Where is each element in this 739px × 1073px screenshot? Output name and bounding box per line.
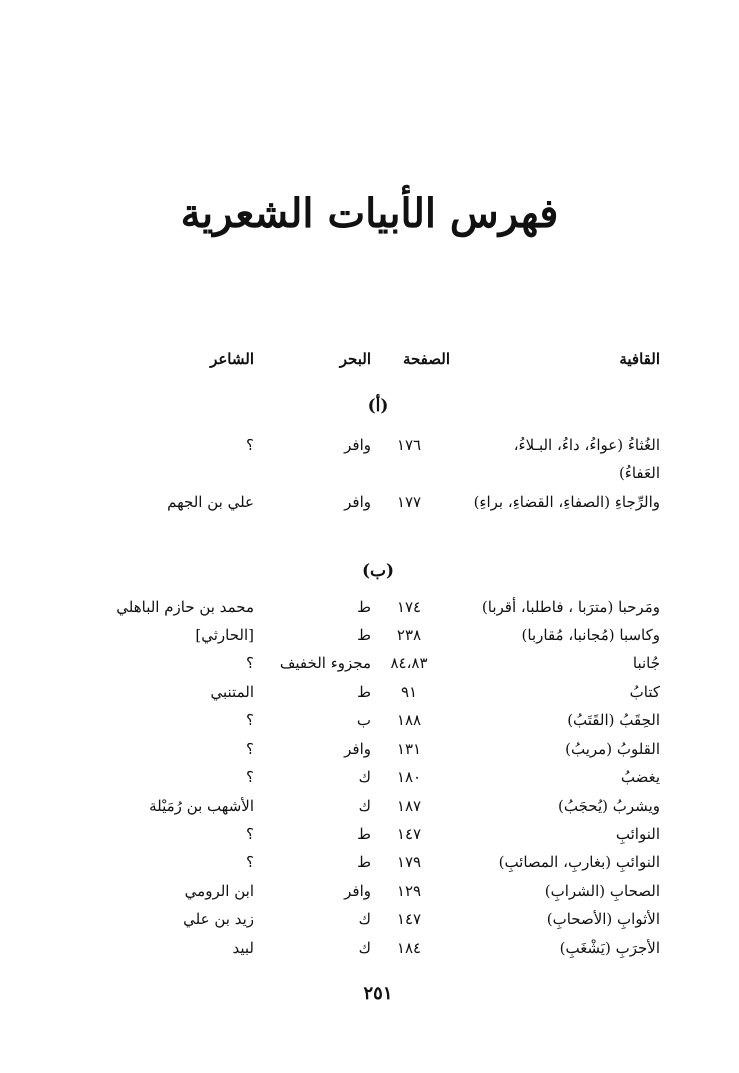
page-number: ٢٥١: [363, 983, 393, 1004]
header-qafiya: القافية: [619, 350, 660, 368]
table-row: [0, 626, 739, 654]
table-row: [0, 598, 739, 626]
poet-cell: المتنبي: [210, 683, 254, 701]
table-row: [0, 797, 739, 825]
qafiya-cell: جُانبا: [632, 654, 660, 672]
qafiya-cell: العَفاءُ): [618, 464, 660, 482]
table-row: [0, 853, 739, 881]
bahr-cell: ك: [358, 797, 371, 815]
bahr-cell: ك: [358, 939, 371, 957]
bahr-cell: ك: [358, 910, 371, 928]
bahr-cell: ط: [357, 626, 371, 644]
page-cell: ١٣١: [396, 740, 422, 758]
qafiya-cell: القلوبُ (مريبُ): [565, 740, 660, 758]
table-row: [0, 436, 739, 464]
table-row: [0, 464, 739, 492]
page-cell: ١٢٩: [396, 882, 422, 900]
table-row: [0, 711, 739, 739]
qafiya-cell: النوائبِ (بغاربِ، المصائبِ): [498, 853, 660, 871]
table-row: [0, 740, 739, 768]
qafiya-cell: الحِقَبُ (القَتَبُ): [567, 711, 660, 729]
section-heading-alif: (أ): [367, 396, 389, 416]
qafiya-cell: وكاسبا (مُجانبا، مُقاربا): [521, 626, 660, 644]
qafiya-cell: الغُثاءُ (عواءُ، داءُ، البـلاءُ،: [513, 436, 660, 454]
section-heading-ba: (ب): [361, 561, 395, 581]
page-cell: ١٧٧: [396, 493, 422, 511]
qafiya-cell: ويشربُ (يُحجَبُ): [558, 797, 660, 815]
page-cell: ١٤٧: [396, 910, 422, 928]
poet-cell: [الحارثي]: [195, 626, 254, 644]
qafiya-cell: يغضبُ: [620, 768, 660, 786]
poet-cell: الأشهب بن رُمَيْلة: [149, 797, 254, 815]
bahr-cell: ط: [357, 853, 371, 871]
bahr-cell: ط: [357, 683, 371, 701]
table-row: [0, 493, 739, 521]
header-poet: الشاعر: [210, 350, 254, 368]
poet-cell: ابن الرومي: [184, 882, 254, 900]
qafiya-cell: الصحابِ (الشرابِ): [544, 882, 660, 900]
page-cell: ١٧٩: [396, 853, 422, 871]
poet-cell: ؟: [246, 654, 254, 672]
qafiya-cell: الأجرَبِ (يَشْغَبِ): [559, 939, 660, 957]
page-cell: ٢٣٨: [396, 626, 422, 644]
table-row: [0, 882, 739, 910]
bahr-cell: ك: [358, 768, 371, 786]
bahr-cell: وافر: [344, 436, 371, 454]
poet-cell: ؟: [246, 768, 254, 786]
page-cell: ١٨٨: [396, 711, 422, 729]
page-title: فهرس الأبيات الشعرية: [180, 190, 559, 237]
bahr-cell: ب: [356, 711, 371, 729]
qafiya-cell: النوائبِ: [615, 825, 660, 843]
qafiya-cell: كتابُ: [629, 683, 660, 701]
page-cell: ١٧٤: [396, 598, 422, 616]
bahr-cell: وافر: [344, 882, 371, 900]
page-cell: ٩١: [400, 683, 418, 701]
page-cell: ٨٤،٨٣: [390, 654, 428, 672]
qafiya-cell: الأثوابِ (الأصحابِ): [546, 910, 660, 928]
bahr-cell: مجزوء الخفيف: [279, 654, 371, 672]
header-page: الصفحة: [402, 350, 450, 368]
page-cell: ١٤٧: [396, 825, 422, 843]
table-row: [0, 825, 739, 853]
bahr-cell: وافر: [344, 493, 371, 511]
qafiya-cell: والرِّجاءِ (الصفاءِ، القضاءِ، براءِ): [473, 493, 660, 511]
bahr-cell: وافر: [344, 740, 371, 758]
poet-cell: ؟: [246, 853, 254, 871]
table-row: [0, 910, 739, 938]
poet-cell: ؟: [246, 740, 254, 758]
bahr-cell: ط: [357, 598, 371, 616]
poet-cell: زيد بن علي: [183, 910, 254, 928]
poet-cell: لبيد: [232, 939, 254, 957]
page-cell: ١٨٧: [396, 797, 422, 815]
table-row: [0, 939, 739, 967]
qafiya-cell: ومَرحبا (مترَبا ، فاطلبا، أقربا): [481, 598, 660, 616]
poet-cell: ؟: [246, 436, 254, 454]
page-cell: ١٨٤: [396, 939, 422, 957]
header-bahr: البحر: [339, 350, 371, 368]
page-cell: ١٨٠: [396, 768, 422, 786]
bahr-cell: ط: [357, 825, 371, 843]
table-row: [0, 654, 739, 682]
table-row: [0, 683, 739, 711]
poet-cell: محمد بن حازم الباهلي: [116, 598, 254, 616]
poet-cell: ؟: [246, 825, 254, 843]
poet-cell: ؟: [246, 711, 254, 729]
page-cell: ١٧٦: [396, 436, 422, 454]
table-row: [0, 768, 739, 796]
poet-cell: علي بن الجهم: [167, 493, 254, 511]
